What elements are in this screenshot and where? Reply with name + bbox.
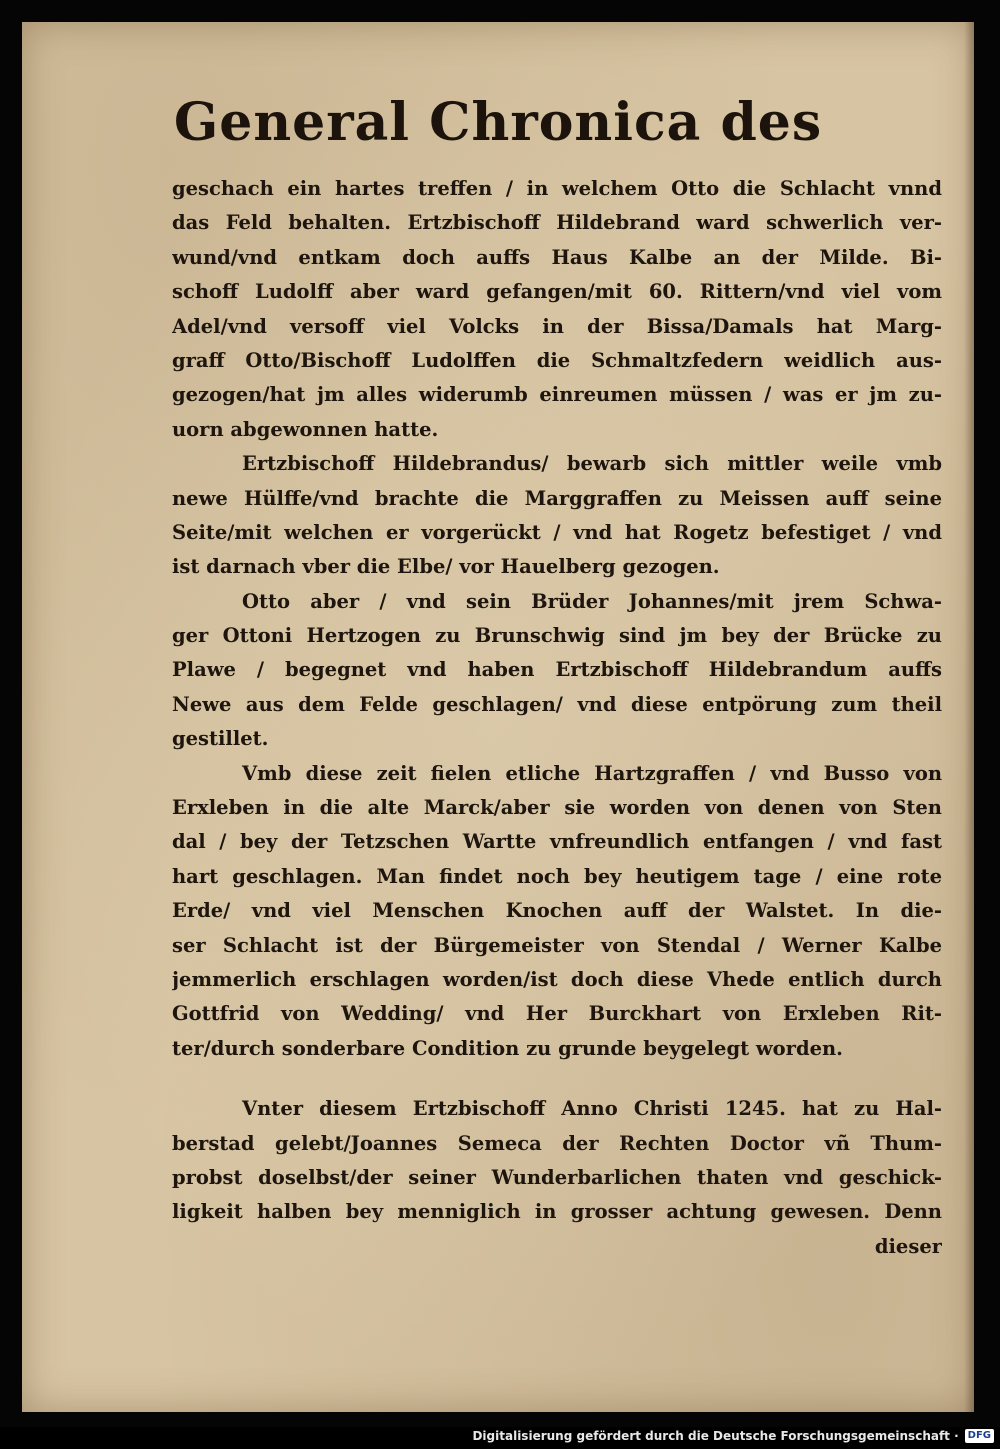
text-line: Newe aus dem Felde geschlagen/ vnd diese entpörung zum theil — [172, 692, 942, 716]
text-line: Otto aber / vnd sein Brüder Johannes/mit jrem Schwa- — [242, 589, 942, 613]
running-head: General Chronica des — [173, 92, 823, 153]
funding-credit: Digitalisierung gefördert durch die Deutsche Forschungsgemeinschaft · — [472, 1429, 959, 1443]
text-line: berstad gelebt/Joannes Semeca der Rechten Doctor vñ Thum- — [172, 1131, 942, 1155]
catchword: dieser — [874, 1234, 942, 1258]
text-line: probst doselbst/der seiner Wunderbarlichen thaten vnd geschick- — [172, 1165, 942, 1189]
text-line: geschach ein hartes treffen / in welchem Otto die Schlacht vnnd — [172, 177, 942, 200]
paragraph — [172, 447, 942, 585]
text-line: gestillet. — [172, 727, 269, 751]
text-line: Adel/vnd versoff viel Volcks in der Bissa/Damals hat Marg- — [172, 314, 942, 338]
text-line: hart geschlagen. Man findet noch bey heutigem tage / eine rote — [172, 864, 942, 888]
text-line: schoff Ludolff aber ward gefangen/mit 60. Rittern/vnd viel vom — [172, 280, 942, 304]
text-line: Erde/ vnd viel Menschen Knochen auff der Walstet. In die- — [172, 899, 942, 923]
text-line: ser Schlacht ist der Bürgemeister von Stendal / Werner Kalbe — [172, 933, 942, 957]
text-line: Erxleben in die alte Marck/aber sie worden von denen von Sten — [172, 796, 942, 820]
text-line: dal / bey der Tetzschen Wartte vnfreundlich entfangen / vnd fast — [172, 830, 942, 854]
text-line: jemmerlich erschlagen worden/ist doch diese Vhede entlich durch — [172, 967, 942, 991]
book-page — [22, 22, 974, 1412]
digitization-footer — [472, 1427, 994, 1445]
paragraph-gap — [172, 1066, 942, 1092]
text-line: das Feld behalten. Ertzbischoff Hildebrand ward schwerlich ver- — [172, 211, 942, 235]
page-edge-shadow — [964, 22, 974, 1412]
dfg-logo-icon: DFG — [965, 1429, 994, 1443]
text-line: ger Ottoni Hertzogen zu Brunschwig sind jm bey der Brücke zu — [172, 624, 942, 648]
text-line: graff Otto/Bischoff Ludolffen die Schmaltzfedern weidlich aus- — [172, 348, 942, 372]
text-line: ist darnach vber die Elbe/ vor Hauelberg gezogen. — [172, 555, 720, 579]
paragraph — [172, 172, 942, 447]
paragraph — [172, 585, 942, 757]
text-line: uorn abgewonnen hatte. — [172, 417, 439, 441]
paragraph — [172, 757, 942, 1067]
text-line: ter/durch sonderbare Condition zu grunde beygelegt worden. — [172, 1036, 843, 1060]
text-line: ligkeit halben bey menniglich in grosser achtung gewesen. Denn — [172, 1200, 942, 1224]
text-line: newe Hülffe/vnd brachte die Marggraffen zu Meissen auff seine — [172, 486, 942, 510]
text-line: Vmb diese zeit fielen etliche Hartzgraffen / vnd Busso von — [242, 761, 942, 785]
text-line: Plawe / begegnet vnd haben Ertzbischoff Hildebrandum auffs — [172, 658, 942, 682]
paragraph — [172, 1092, 942, 1230]
text-line: Seite/mit welchen er vorgerückt / vnd hat Rogetz befestiget / vnd — [172, 520, 942, 544]
text-line: Ertzbischoff Hildebrandus/ bewarb sich mittler weile vmb — [242, 452, 942, 476]
text-line: gezogen/hat jm alles widerumb einreumen müssen / was er jm zu- — [172, 383, 942, 407]
text-line: Vnter diesem Ertzbischoff Anno Christi 1245. hat zu Hal- — [242, 1097, 942, 1121]
body-text — [172, 172, 942, 1264]
text-line: wund/vnd entkam doch auffs Haus Kalbe an der Milde. Bi- — [172, 245, 942, 269]
text-line: Gottfrid von Wedding/ vnd Her Burckhart von Erxleben Rit- — [172, 1002, 942, 1026]
